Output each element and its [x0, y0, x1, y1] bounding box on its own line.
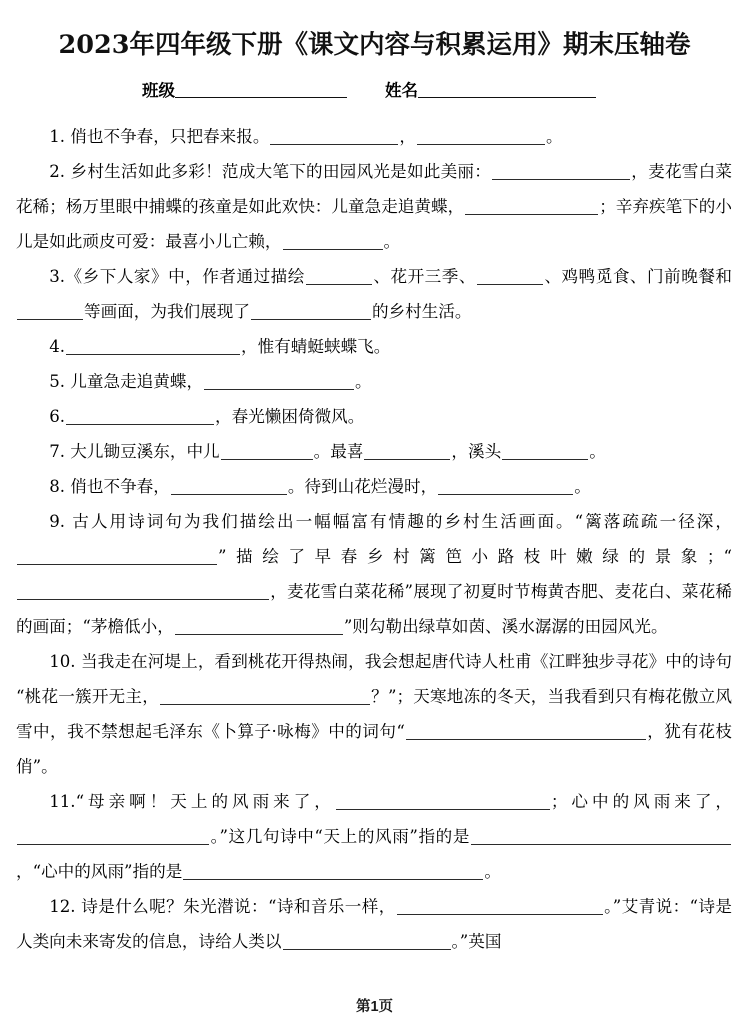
question-text: 8. 俏也不争春， — [49, 477, 170, 497]
question-text: 10. 当我走在河堤上，看到桃花开得热闹，我会想起唐代诗人杜甫《江畔独步寻花》中的诗句“桃花一簇开无主， — [16, 652, 732, 707]
answer-blank[interactable] — [283, 934, 451, 951]
class-label: 班级 — [142, 80, 175, 100]
answer-blank[interactable] — [477, 269, 543, 286]
question-item — [16, 434, 732, 469]
question-text: 。待到山花烂漫时， — [287, 477, 438, 497]
answer-blank[interactable] — [66, 409, 214, 426]
name-label: 姓名 — [385, 80, 418, 100]
answer-blank[interactable] — [160, 689, 370, 706]
question-text: 。 — [484, 862, 501, 882]
question-text: ， — [399, 127, 417, 147]
question-item — [16, 784, 732, 889]
answer-blank[interactable] — [438, 479, 573, 496]
answer-blank[interactable] — [283, 234, 383, 251]
question-text: ”则勾勒出绿草如茵、溪水潺潺的田园风光。 — [343, 617, 668, 637]
question-text: ”描绘了早春乡村篱笆小路枝叶嫩绿的景象；“ — [218, 547, 732, 567]
answer-blank[interactable] — [336, 794, 550, 811]
answer-blank[interactable] — [502, 444, 588, 461]
answer-blank[interactable] — [221, 444, 313, 461]
answer-blank[interactable] — [471, 829, 731, 846]
question-text: 11.“母亲啊！天上的风雨来了， — [49, 792, 335, 812]
answer-blank[interactable] — [183, 864, 483, 881]
student-info-line — [0, 79, 749, 104]
question-text: 12. 诗是什么呢？朱光潜说：“诗和音乐一样， — [49, 897, 396, 917]
answer-blank[interactable] — [66, 339, 240, 356]
question-text: 9. 古人用诗词句为我们描绘出一幅幅富有情趣的乡村生活画面。“篱落疏疏一径深， — [49, 512, 732, 532]
question-item — [16, 504, 732, 644]
question-item — [16, 469, 732, 504]
question-text: 3.《乡下人家》中，作者通过描绘 — [49, 267, 305, 287]
question-item — [16, 119, 732, 154]
answer-blank[interactable] — [17, 829, 209, 846]
answer-blank[interactable] — [17, 304, 83, 321]
question-text: ，惟有蜻蜓蛱蝶飞。 — [241, 337, 391, 357]
question-text: 。 — [546, 127, 563, 147]
question-text: 的乡村生活。 — [371, 302, 472, 322]
class-input-blank[interactable] — [175, 82, 347, 98]
question-text: ，春光懒困倚微风。 — [215, 407, 365, 427]
answer-blank[interactable] — [171, 479, 287, 496]
question-text: 2. 乡村生活如此多彩！范成大笔下的田园风光是如此美丽： — [49, 162, 492, 182]
question-list — [0, 119, 749, 959]
answer-blank[interactable] — [364, 444, 450, 461]
question-text: 、鸡鸭觅食、门前晚餐和 — [543, 267, 733, 287]
question-text: 。最喜 — [313, 442, 364, 462]
answer-blank[interactable] — [492, 164, 630, 181]
question-text: 7. 大儿锄豆溪东，中儿 — [49, 442, 220, 462]
page-number-footer: 第1页 — [355, 999, 394, 1015]
question-text: ；心中的风雨来了， — [550, 792, 733, 812]
answer-blank[interactable] — [17, 549, 217, 566]
question-item — [16, 259, 732, 329]
name-input-blank[interactable] — [418, 82, 596, 98]
page-title: 2023年四年级下册《课文内容与积累运用》期末压轴卷 — [58, 30, 691, 60]
question-text: ，“心中的风雨”指的是 — [16, 862, 183, 882]
answer-blank[interactable] — [417, 129, 545, 146]
question-item — [16, 889, 732, 959]
question-text: ，犹有花枝俏”。 — [16, 722, 732, 777]
question-text: 。”艾青说：“诗是人类向未来寄发的信息，诗给人类以 — [16, 897, 732, 952]
answer-blank[interactable] — [465, 199, 598, 216]
question-text: ，麦花雪白菜花稀；杨万里眼中捕蝶的孩童是如此欢快：儿童急走追黄蝶， — [16, 162, 733, 217]
question-text: 。 — [355, 372, 372, 392]
answer-blank[interactable] — [406, 724, 646, 741]
question-text: 。”英国 — [451, 932, 502, 952]
question-text: 等画面，为我们展现了 — [84, 302, 250, 322]
question-text: ，溪头 — [451, 442, 502, 462]
question-text: ？”；天寒地冻的冬天，当我看到只有梅花傲立风雪中，我不禁想起毛泽东《卜算子·咏梅》中的词句“ — [16, 687, 733, 742]
question-text: 6. — [49, 407, 66, 427]
answer-blank[interactable] — [306, 269, 372, 286]
question-text: 。 — [589, 442, 606, 462]
question-text: 。 — [574, 477, 591, 497]
question-text: 。 — [383, 232, 401, 252]
answer-blank[interactable] — [251, 304, 371, 321]
answer-blank[interactable] — [270, 129, 398, 146]
answer-blank[interactable] — [204, 374, 354, 391]
question-text: 4. — [49, 337, 66, 357]
question-item — [16, 329, 732, 364]
answer-blank[interactable] — [397, 899, 603, 916]
question-item — [16, 399, 732, 434]
question-item — [16, 644, 732, 784]
question-text: 。”这几句诗中“天上的风雨”指的是 — [210, 827, 470, 847]
question-text: ，麦花雪白菜花稀”展现了初夏时节梅黄杏肥、麦花白、菜花稀的画面；“茅檐低小， — [16, 582, 732, 637]
answer-blank[interactable] — [175, 619, 343, 636]
question-text: 5. 儿童急走追黄蝶， — [49, 372, 204, 392]
question-item — [16, 154, 732, 259]
answer-blank[interactable] — [17, 584, 269, 601]
question-item — [16, 364, 732, 399]
question-text: 、花开三季、 — [372, 267, 476, 287]
question-text: 1. 俏也不争春，只把春来报。 — [49, 127, 270, 147]
question-text: ；辛弃疾笔下的小儿是如此顽皮可爱：最喜小儿亡赖， — [16, 197, 732, 252]
